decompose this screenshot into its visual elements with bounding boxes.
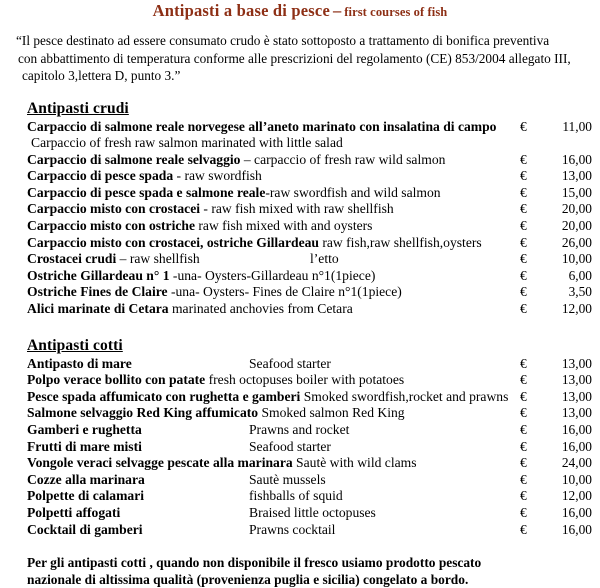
menu-item-price <box>520 439 592 456</box>
section-heading-cotti: Antipasti cotti <box>27 336 123 354</box>
price-amount: 15,00 <box>561 184 592 200</box>
menu-item-row <box>27 251 592 268</box>
currency-symbol: € <box>520 521 527 537</box>
menu-item-name: Gamberi e rughetta <box>27 422 142 437</box>
price-amount: 26,00 <box>561 234 592 250</box>
menu-item-subline: Carpaccio of fresh raw salmon marinated with little salad <box>31 135 343 151</box>
menu-item-row <box>27 422 592 439</box>
menu-item-row <box>27 201 592 218</box>
currency-symbol: € <box>520 422 527 437</box>
menu-item-row <box>27 168 592 185</box>
menu-item-desc: Smoked salmon Red King <box>258 405 405 421</box>
menu-item-price <box>520 119 592 136</box>
menu-item-row <box>27 235 592 252</box>
menu-item-name: Pesce spada affumicato con rughetta e gamberi <box>27 388 301 404</box>
menu-item-list-crudi <box>27 119 592 318</box>
menu-item-name: Cozze alla marinara <box>27 471 145 487</box>
menu-item-desc: - raw fish mixed with raw shellfish <box>200 201 394 217</box>
price-amount: 10,00 <box>561 471 592 487</box>
menu-item-name: Polpette di calamari <box>27 488 145 504</box>
menu-item-row <box>27 218 592 235</box>
menu-item-name: Cocktail di gamberi <box>27 521 143 537</box>
price-amount: 10,00 <box>561 251 592 267</box>
currency-symbol: € <box>520 151 527 167</box>
currency-symbol: € <box>520 218 527 234</box>
price-amount: 13,00 <box>561 355 592 371</box>
menu-item-name: Antipasto di mare <box>27 355 132 371</box>
menu-item-desc: - raw swordfish <box>173 168 262 184</box>
price-amount: 16,00 <box>561 504 592 520</box>
menu-item-name: Carpaccio di salmone reale selvaggio <box>27 151 241 167</box>
menu-item-desc: raw fish mixed with and oysters <box>195 218 373 234</box>
menu-item-price <box>520 405 592 422</box>
section-heading-crudi: Antipasti crudi <box>27 99 129 117</box>
menu-item-price <box>520 505 592 522</box>
currency-symbol: € <box>520 405 527 421</box>
menu-item-desc: marinated anchovies from Cetara <box>168 301 353 317</box>
menu-item-price <box>520 201 592 218</box>
menu-item-row <box>27 455 592 472</box>
price-amount: 20,00 <box>561 201 592 217</box>
menu-item-price <box>520 268 592 285</box>
menu-item-desc: -una- Oysters-Gillardeau n°1(1piece) <box>169 267 376 283</box>
menu-item-row <box>27 505 592 522</box>
menu-item-row <box>27 185 592 202</box>
menu-item-desc: fishballs of squid <box>249 488 343 504</box>
price-amount: 16,00 <box>561 422 592 437</box>
menu-item-row <box>27 439 592 456</box>
raw-fish-disclaimer <box>0 32 600 85</box>
menu-item-row <box>27 405 592 422</box>
menu-item-name: Polpo verace bollito con patate <box>27 372 206 388</box>
price-amount: 13,00 <box>561 168 592 184</box>
currency-symbol: € <box>520 438 527 454</box>
menu-item-desc: Seafood starter <box>249 355 331 371</box>
price-amount: 13,00 <box>561 372 592 388</box>
menu-item-price <box>520 168 592 185</box>
menu-item-name: Carpaccio misto con crostacei <box>27 201 201 217</box>
currency-symbol: € <box>520 471 527 487</box>
menu-item-price <box>520 372 592 389</box>
price-amount: 12,00 <box>561 488 592 504</box>
menu-item-price <box>520 422 592 439</box>
title-dash: – <box>332 1 342 20</box>
disclaimer-line-2: con abbattimento di temperatura conforme alle prescrizioni del regolamento (CE) 853/2004 allegato III, <box>18 50 571 66</box>
menu-item-list-cotti <box>27 356 592 539</box>
price-amount: 16,00 <box>561 438 592 454</box>
menu-item-price <box>520 522 592 539</box>
menu-item-name: Carpaccio misto con crostacei, ostriche Gillardeau <box>27 234 319 250</box>
menu-item-price <box>520 356 592 373</box>
menu-item-desc: Prawns cocktail <box>249 521 336 537</box>
menu-item-name: Vongole veraci selvagge pescate alla marinara <box>27 455 293 471</box>
currency-symbol: € <box>520 355 527 371</box>
page-title-italian: Antipasti a base di pesce <box>152 1 330 20</box>
currency-symbol: € <box>520 372 527 388</box>
menu-item-desc: -raw swordfish and wild salmon <box>265 184 441 200</box>
menu-item-name: Carpaccio di pesce spada <box>27 168 174 184</box>
menu-item-name: Polpetti affogati <box>27 504 121 520</box>
currency-symbol: € <box>520 388 527 404</box>
menu-item-desc: – raw shellfish <box>116 251 200 267</box>
page-title <box>153 1 448 21</box>
menu-item-row <box>27 119 592 136</box>
price-amount: 3,50 <box>568 284 592 300</box>
section-antipasti-cotti <box>27 337 592 539</box>
currency-symbol: € <box>520 488 527 504</box>
currency-symbol: € <box>520 184 527 200</box>
currency-symbol: € <box>520 251 527 267</box>
menu-item-desc: Smoked swordfish,rocket and prawns <box>300 388 509 404</box>
menu-item-name: Ostriche Fines de Claire <box>27 284 168 300</box>
menu-item-price <box>520 472 592 489</box>
price-amount: 16,00 <box>561 521 592 537</box>
menu-item-row <box>27 152 592 169</box>
menu-item-desc: Seafood starter <box>249 438 331 454</box>
price-amount: 6,00 <box>568 267 592 283</box>
currency-symbol: € <box>520 301 527 317</box>
currency-symbol: € <box>520 455 527 471</box>
currency-symbol: € <box>520 201 527 217</box>
price-amount: 12,00 <box>561 301 592 317</box>
footer-line-2: nazionale di altissima qualità (provenienza puglia e sicilia) congelato a bordo. <box>27 572 469 588</box>
menu-item-row <box>27 268 592 285</box>
menu-item-desc: fresh octopuses boiler with potatoes <box>205 372 405 388</box>
menu-item-desc: Sautè mussels <box>249 471 326 487</box>
frozen-product-note <box>27 554 600 588</box>
price-amount: 13,00 <box>561 405 592 421</box>
menu-item-name: Carpaccio di salmone reale norvegese all’aneto marinato con insalatina di campo <box>27 118 497 134</box>
menu-item-desc: Prawns and rocket <box>249 422 350 437</box>
menu-item-desc: Sautè with wild clams <box>292 455 417 471</box>
page-title-english: first courses of fish <box>344 5 448 19</box>
currency-symbol: € <box>520 284 527 300</box>
menu-item-name: Carpaccio di pesce spada e salmone reale <box>27 184 266 200</box>
menu-item-row <box>27 356 592 373</box>
menu-item-name: Salmone selvaggio Red King affumicato <box>27 405 259 421</box>
menu-item-price <box>520 185 592 202</box>
menu-item-price <box>520 235 592 252</box>
menu-item-row <box>27 522 592 539</box>
menu-item-price <box>520 251 592 268</box>
price-amount: 11,00 <box>562 118 592 134</box>
menu-item-price <box>520 284 592 301</box>
footer-line-1: Per gli antipasti cotti , quando non disponibile il fresco usiamo prodotto pescato <box>27 555 482 571</box>
menu-item-desc: – carpaccio of fresh raw wild salmon <box>240 151 446 167</box>
menu-item-name: Alici marinate di Cetara <box>27 301 169 317</box>
currency-symbol: € <box>520 267 527 283</box>
menu-item-price <box>520 488 592 505</box>
menu-item-row <box>27 488 592 505</box>
menu-item-name: Ostriche Gillardeau n° 1 <box>27 267 170 283</box>
price-amount: 16,00 <box>561 151 592 167</box>
menu-header <box>0 0 600 21</box>
currency-symbol: € <box>520 234 527 250</box>
menu-item-name: Crostacei crudi <box>27 251 117 267</box>
menu-item-desc: raw fish,raw shellfish,oysters <box>318 234 482 250</box>
menu-item-name: Carpaccio misto con ostriche <box>27 218 195 234</box>
menu-item-row <box>27 472 592 489</box>
price-amount: 20,00 <box>561 218 592 234</box>
currency-symbol: € <box>520 118 527 134</box>
price-amount: 13,00 <box>561 388 592 404</box>
menu-item-price <box>520 152 592 169</box>
disclaimer-line-3: capitolo 3,lettera D, punto 3.” <box>22 68 181 83</box>
menu-item-desc: Braised little octopuses <box>249 504 376 520</box>
menu-item-unit-note: l’etto <box>310 251 339 267</box>
disclaimer-line-1: “Il pesce destinato ad essere consumato crudo è stato sottoposto a trattamento di bonifica preventiva <box>16 33 550 48</box>
menu-item-row <box>27 389 592 406</box>
menu-item-desc: -una- Oysters- Fines de Claire n°1(1piece) <box>167 284 402 300</box>
section-antipasti-crudi <box>27 100 592 318</box>
menu-item-price <box>520 301 592 318</box>
menu-item-row <box>27 284 592 301</box>
currency-symbol: € <box>520 504 527 520</box>
menu-item-price <box>520 218 592 235</box>
menu-item-name: Frutti di mare misti <box>27 438 142 454</box>
currency-symbol: € <box>520 168 527 184</box>
menu-item-price <box>520 455 592 472</box>
menu-item-price <box>520 389 592 406</box>
menu-item-row <box>27 301 592 318</box>
menu-item-row <box>27 372 592 389</box>
price-amount: 24,00 <box>561 455 592 471</box>
